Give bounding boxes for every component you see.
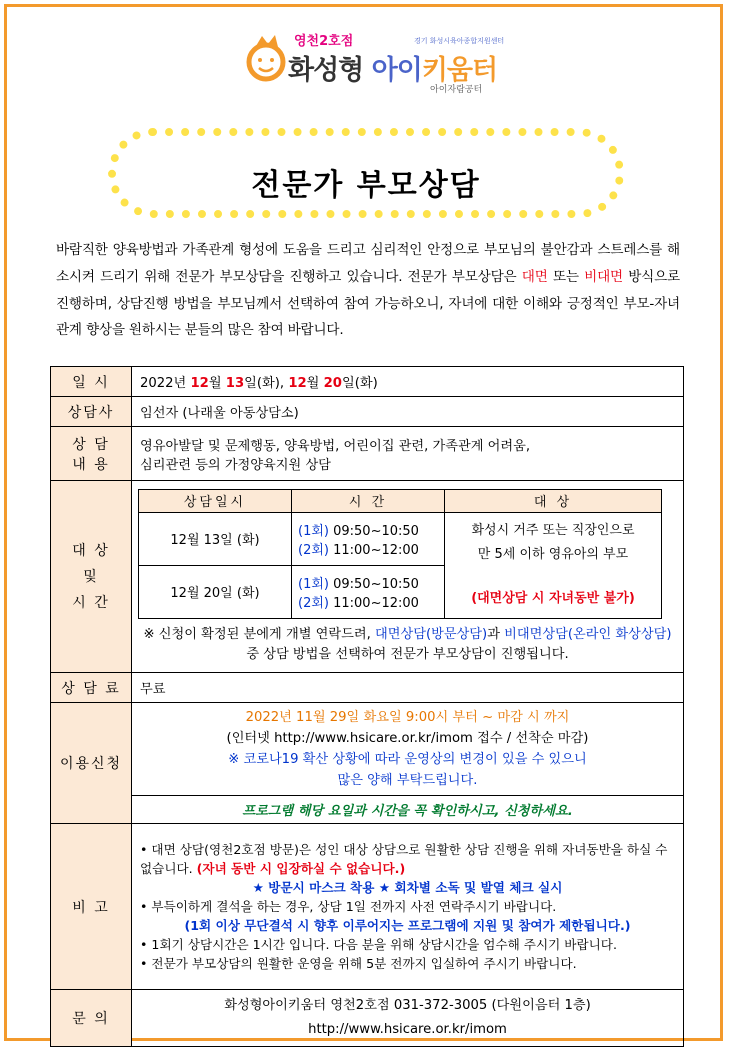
schedule-header-date: 상담일시 <box>139 489 292 512</box>
date-value: 2022년 12월 13일(화), 12월 20일(화) <box>132 367 684 397</box>
logo-branch: 영천2호점 <box>294 34 354 49</box>
date-label: 일 시 <box>51 367 132 397</box>
schedule-header-time: 시 간 <box>292 489 445 512</box>
note-4: (1회 이상 무단결석 시 향후 이루어지는 프로그램에 지원 및 참여가 제한됩니다.) <box>184 918 631 933</box>
info-table <box>50 366 684 1047</box>
logo-name: 화성형 아이키움터 <box>288 55 498 86</box>
child-face-icon <box>244 32 288 84</box>
counselor-label: 상담사 <box>51 397 132 427</box>
apply-label: 이용신청 <box>51 703 132 824</box>
apply-reminder: 프로그램 해당 요일과 시간을 꼭 확인하시고, 신청하세요. <box>132 795 683 823</box>
contact-url[interactable]: http://www.hsicare.or.kr/imom <box>308 1022 507 1037</box>
schedule-header-target: 대 상 <box>445 489 662 512</box>
note-5: • 1회기 상담시간은 1시간 입니다. 다음 분을 위해 상담시간을 엄수해 주시기 바랍니다. <box>140 937 617 952</box>
apply-cell <box>132 703 684 824</box>
logo-org: 경기 화성시육아종합지원센터 <box>414 37 505 45</box>
apply-period: 2022년 11월 29일 화요일 9:00시 부터 ~ 마감 시 까지 <box>245 710 570 725</box>
note-1: • 대면 상담(영천2호점 방문)은 성인 대상 상담으로 원활한 상담 진행을 위해 자녀동반을 하실 수 없습니다. (자녀 동반 시 입장하실 수 없습니다.) <box>140 842 668 876</box>
note-cell <box>132 824 684 990</box>
note-3: • 부득이하게 결석을 하는 경우, 상담 1일 전까지 사전 연락주시기 바랍니다. <box>140 899 557 914</box>
highlight-in-person: 대면 <box>521 268 548 285</box>
note-6: • 전문가 부모상담의 원활한 운영을 위해 5분 전까지 입실하여 주시기 바랍니다. <box>140 956 577 971</box>
schedule-notice: ※ 신청이 확정된 분에게 개별 연락드려, 대면상담(방문상담)과 비대면상담(온라인 화상상담) 중 상담 방법을 선택하여 전문가 부모상담이 진행됩니다. <box>143 626 672 662</box>
schedule-table <box>138 489 662 619</box>
content-value: 영유아발달 및 문제행동, 양육방법, 어린이집 관련, 가족관계 어려움, 심리관련 등의 가정양육지원 상담 <box>132 427 684 481</box>
fee-label: 상 담 료 <box>51 673 132 703</box>
fee-value: 무료 <box>132 673 684 703</box>
schedule-times-1: (1회) 09:50~10:50 (2회) 11:00~12:00 <box>292 512 445 565</box>
note-label: 비 고 <box>51 824 132 990</box>
schedule-day-2: 12월 20일 (화) <box>139 565 292 618</box>
logo <box>244 26 504 96</box>
intro-paragraph: 바람직한 양육방법과 가족관계 형성에 도움을 드리고 심리적인 안정으로 부모님의 불안감과 스트레스를 해소시켜 드리기 위해 전문가 부모상담을 진행하고 있습니다. 전문가 부모상담은 대면 또는 비대면 방식으로 진행하며, 상담진행 방법을 부모님께서 선택하여 참여 가능하오니, 자녀에 대한 이해와 긍정적인 부모-자녀관계 향상을 원하시는 분들의 많은 참여 바랍니다. <box>56 242 680 339</box>
covid-notice-1: ※ 코로나19 확산 상황에 따라 운영상의 변경이 있을 수 있으니 <box>228 752 587 767</box>
content-label: 상 담 내 용 <box>51 427 132 481</box>
schedule-target: 화성시 거주 또는 직장인으로 만 5세 이하 영유아의 부모 (대면상담 시 자녀동반 불가) <box>445 512 662 618</box>
contact-cell <box>132 990 684 1047</box>
contact-info: 화성형아이키움터 영천2호점 031-372-3005 (다원이음터 1층) <box>224 998 591 1013</box>
covid-notice-2: 많은 양해 부탁드립니다. <box>337 773 478 788</box>
counselor-value: 임선자 (나래울 아동상담소) <box>132 397 684 427</box>
logo-sub: 아이자람공터 <box>430 85 483 95</box>
highlight-online: 비대면 <box>584 268 623 285</box>
schedule-label: 대 상 및 시 간 <box>51 481 132 673</box>
schedule-cell <box>132 481 684 673</box>
schedule-day-1: 12월 13일 (화) <box>139 512 292 565</box>
schedule-times-2: (1회) 09:50~10:50 (2회) 11:00~12:00 <box>292 565 445 618</box>
contact-label: 문 의 <box>51 990 132 1047</box>
apply-method: (인터넷 http://www.hsicare.or.kr/imom 접수 / 선착순 마감) <box>226 731 589 746</box>
page-title: 전문가 부모상담 <box>251 168 481 203</box>
title-box <box>108 128 624 218</box>
note-2: ★ 방문시 마스크 착용 ★ 회차별 소독 및 발열 체크 실시 <box>252 880 563 895</box>
